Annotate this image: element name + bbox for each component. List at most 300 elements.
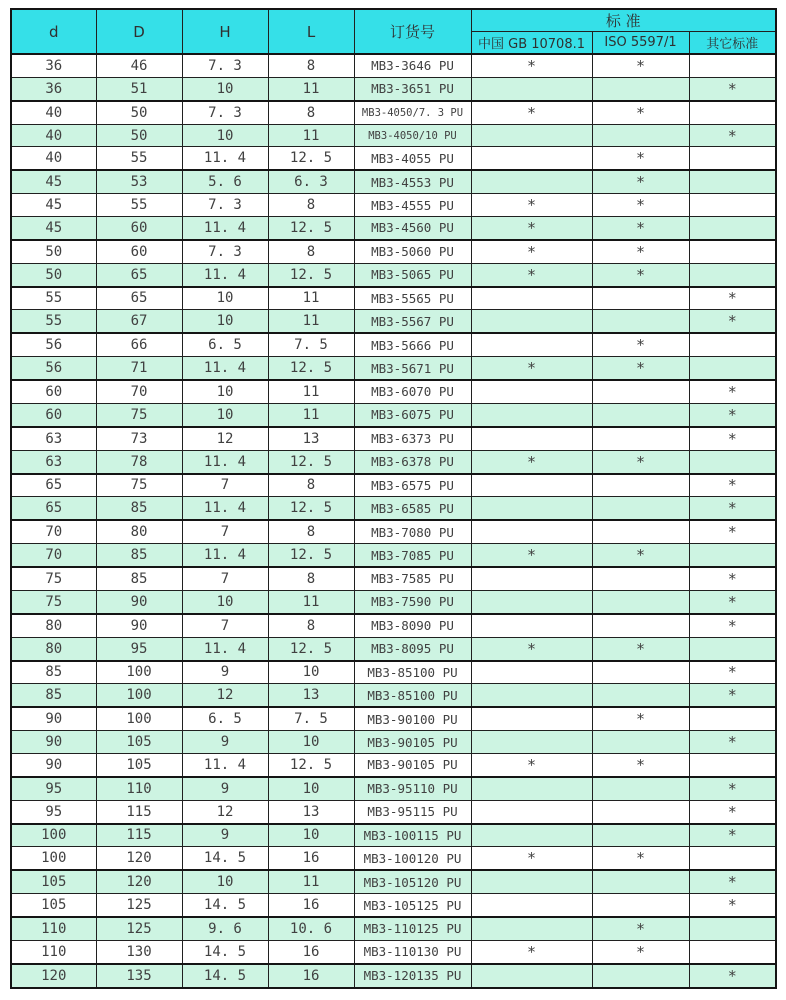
- cell-order-number: MB3-110130 PU: [354, 940, 471, 963]
- cell-standard-other: [689, 333, 776, 356]
- col-header-D: D: [96, 9, 182, 54]
- cell-standard-other: *: [689, 824, 776, 847]
- cell-standard-other: *: [689, 800, 776, 823]
- table-row: [11, 450, 776, 473]
- cell-D: 120: [96, 847, 182, 870]
- cell-d: 90: [11, 753, 96, 776]
- cell-H: 10: [182, 77, 268, 100]
- cell-standard-other: [689, 847, 776, 870]
- cell-D: 60: [96, 216, 182, 239]
- cell-H: 12: [182, 800, 268, 823]
- cell-standard-other: [689, 240, 776, 263]
- cell-H: 6. 5: [182, 333, 268, 356]
- cell-D: 50: [96, 124, 182, 147]
- cell-H: 7: [182, 474, 268, 497]
- cell-L: 11: [268, 77, 354, 100]
- seal-dimension-table: [10, 8, 777, 989]
- cell-standard-iso: *: [592, 240, 689, 263]
- cell-order-number: MB3-4560 PU: [354, 216, 471, 239]
- cell-standard-iso: *: [592, 216, 689, 239]
- cell-L: 11: [268, 380, 354, 403]
- cell-standard-iso: [592, 684, 689, 707]
- cell-d: 56: [11, 333, 96, 356]
- cell-d: 95: [11, 777, 96, 800]
- cell-standard-other: [689, 450, 776, 473]
- cell-H: 10: [182, 590, 268, 613]
- cell-order-number: MB3-100120 PU: [354, 847, 471, 870]
- cell-standard-iso: [592, 964, 689, 988]
- cell-L: 10. 6: [268, 917, 354, 940]
- cell-standard-gb: [471, 731, 592, 754]
- cell-order-number: MB3-8095 PU: [354, 637, 471, 660]
- cell-standard-gb: [471, 964, 592, 988]
- cell-standard-iso: [592, 567, 689, 590]
- cell-order-number: MB3-5065 PU: [354, 263, 471, 286]
- cell-H: 10: [182, 287, 268, 310]
- cell-d: 80: [11, 637, 96, 660]
- cell-H: 7. 3: [182, 240, 268, 263]
- cell-standard-iso: *: [592, 194, 689, 217]
- cell-D: 130: [96, 940, 182, 963]
- cell-order-number: MB3-95115 PU: [354, 800, 471, 823]
- cell-d: 65: [11, 474, 96, 497]
- cell-D: 51: [96, 77, 182, 100]
- cell-standard-gb: [471, 590, 592, 613]
- cell-D: 80: [96, 520, 182, 543]
- cell-standard-other: *: [689, 497, 776, 520]
- cell-order-number: MB3-6585 PU: [354, 497, 471, 520]
- cell-standard-iso: *: [592, 917, 689, 940]
- cell-standard-other: [689, 940, 776, 963]
- cell-standard-gb: [471, 403, 592, 426]
- cell-standard-iso: [592, 777, 689, 800]
- table-row: [11, 567, 776, 590]
- cell-standard-other: *: [689, 380, 776, 403]
- cell-H: 10: [182, 380, 268, 403]
- table-row: [11, 707, 776, 730]
- cell-L: 10: [268, 777, 354, 800]
- cell-d: 40: [11, 124, 96, 147]
- cell-L: 16: [268, 940, 354, 963]
- cell-D: 115: [96, 800, 182, 823]
- cell-d: 40: [11, 101, 96, 124]
- cell-d: 100: [11, 824, 96, 847]
- cell-D: 100: [96, 684, 182, 707]
- cell-L: 12. 5: [268, 216, 354, 239]
- cell-standard-other: [689, 544, 776, 567]
- cell-standard-gb: [471, 124, 592, 147]
- cell-H: 14. 5: [182, 847, 268, 870]
- cell-L: 12. 5: [268, 497, 354, 520]
- cell-standard-gb: [471, 497, 592, 520]
- cell-standard-iso: [592, 497, 689, 520]
- cell-standard-gb: *: [471, 194, 592, 217]
- cell-standard-gb: *: [471, 240, 592, 263]
- cell-H: 7. 3: [182, 54, 268, 77]
- cell-standard-iso: *: [592, 357, 689, 380]
- cell-H: 14. 5: [182, 940, 268, 963]
- cell-order-number: MB3-85100 PU: [354, 661, 471, 684]
- cell-standard-gb: [471, 684, 592, 707]
- cell-order-number: MB3-7590 PU: [354, 590, 471, 613]
- cell-H: 7. 3: [182, 101, 268, 124]
- cell-standard-gb: [471, 287, 592, 310]
- cell-d: 50: [11, 240, 96, 263]
- cell-standard-gb: [471, 894, 592, 917]
- table-row: [11, 847, 776, 870]
- cell-D: 73: [96, 427, 182, 450]
- cell-D: 65: [96, 287, 182, 310]
- cell-d: 120: [11, 964, 96, 988]
- cell-standard-iso: [592, 661, 689, 684]
- cell-H: 6. 5: [182, 707, 268, 730]
- cell-L: 12. 5: [268, 357, 354, 380]
- cell-standard-other: [689, 707, 776, 730]
- cell-D: 53: [96, 170, 182, 193]
- table-row: [11, 520, 776, 543]
- table-row: [11, 637, 776, 660]
- cell-standard-other: [689, 637, 776, 660]
- cell-d: 50: [11, 263, 96, 286]
- cell-order-number: MB3-90105 PU: [354, 731, 471, 754]
- cell-standard-iso: *: [592, 544, 689, 567]
- cell-order-number: MB3-7085 PU: [354, 544, 471, 567]
- table-row: [11, 240, 776, 263]
- cell-standard-gb: [471, 77, 592, 100]
- cell-D: 105: [96, 731, 182, 754]
- cell-standard-iso: *: [592, 847, 689, 870]
- table-row: [11, 216, 776, 239]
- cell-standard-gb: [471, 474, 592, 497]
- cell-standard-iso: [592, 77, 689, 100]
- cell-standard-gb: *: [471, 637, 592, 660]
- cell-H: 10: [182, 124, 268, 147]
- cell-standard-gb: *: [471, 450, 592, 473]
- cell-d: 100: [11, 847, 96, 870]
- cell-d: 80: [11, 614, 96, 637]
- cell-H: 11. 4: [182, 147, 268, 170]
- table-row: [11, 194, 776, 217]
- cell-standard-gb: [471, 614, 592, 637]
- cell-standard-iso: *: [592, 54, 689, 77]
- cell-standard-iso: *: [592, 637, 689, 660]
- cell-L: 6. 3: [268, 170, 354, 193]
- cell-order-number: MB3-5060 PU: [354, 240, 471, 263]
- cell-H: 11. 4: [182, 497, 268, 520]
- cell-L: 11: [268, 124, 354, 147]
- cell-standard-gb: [471, 917, 592, 940]
- cell-standard-gb: *: [471, 216, 592, 239]
- cell-d: 65: [11, 497, 96, 520]
- col-header-H: H: [182, 9, 268, 54]
- cell-H: 12: [182, 684, 268, 707]
- cell-H: 11. 4: [182, 450, 268, 473]
- table-body: [11, 54, 776, 988]
- cell-D: 60: [96, 240, 182, 263]
- cell-standard-gb: *: [471, 940, 592, 963]
- cell-L: 8: [268, 614, 354, 637]
- table-header: [11, 9, 776, 54]
- cell-H: 9: [182, 731, 268, 754]
- cell-standard-gb: [471, 661, 592, 684]
- cell-L: 11: [268, 590, 354, 613]
- cell-standard-iso: *: [592, 101, 689, 124]
- cell-D: 50: [96, 101, 182, 124]
- cell-L: 8: [268, 194, 354, 217]
- cell-d: 45: [11, 216, 96, 239]
- cell-standard-other: *: [689, 287, 776, 310]
- cell-standard-gb: *: [471, 263, 592, 286]
- cell-standard-gb: [471, 520, 592, 543]
- cell-D: 55: [96, 194, 182, 217]
- cell-d: 55: [11, 310, 96, 333]
- cell-standard-iso: [592, 870, 689, 893]
- cell-H: 11. 4: [182, 263, 268, 286]
- cell-D: 90: [96, 614, 182, 637]
- cell-L: 11: [268, 287, 354, 310]
- cell-H: 11. 4: [182, 637, 268, 660]
- cell-d: 55: [11, 287, 96, 310]
- cell-order-number: MB3-6373 PU: [354, 427, 471, 450]
- cell-D: 78: [96, 450, 182, 473]
- table-row: [11, 403, 776, 426]
- cell-H: 9. 6: [182, 917, 268, 940]
- cell-H: 9: [182, 661, 268, 684]
- cell-standard-other: *: [689, 964, 776, 988]
- cell-standard-other: *: [689, 567, 776, 590]
- cell-H: 9: [182, 777, 268, 800]
- cell-standard-gb: [471, 870, 592, 893]
- cell-d: 70: [11, 544, 96, 567]
- col-header-standard: 标 准: [471, 9, 776, 32]
- cell-standard-iso: [592, 590, 689, 613]
- cell-standard-gb: [471, 800, 592, 823]
- cell-L: 7. 5: [268, 333, 354, 356]
- cell-standard-gb: [471, 170, 592, 193]
- table-row: [11, 101, 776, 124]
- cell-standard-other: [689, 216, 776, 239]
- cell-standard-gb: *: [471, 847, 592, 870]
- cell-D: 110: [96, 777, 182, 800]
- cell-standard-gb: *: [471, 101, 592, 124]
- table-row: [11, 917, 776, 940]
- col-header-iso: ISO 5597/1: [592, 32, 689, 55]
- cell-H: 10: [182, 870, 268, 893]
- cell-D: 75: [96, 474, 182, 497]
- cell-d: 45: [11, 170, 96, 193]
- cell-H: 7. 3: [182, 194, 268, 217]
- cell-H: 11. 4: [182, 357, 268, 380]
- cell-standard-gb: [471, 567, 592, 590]
- cell-L: 12. 5: [268, 637, 354, 660]
- cell-order-number: MB3-85100 PU: [354, 684, 471, 707]
- cell-H: 7: [182, 614, 268, 637]
- cell-standard-gb: [471, 824, 592, 847]
- table-row: [11, 590, 776, 613]
- cell-order-number: MB3-3646 PU: [354, 54, 471, 77]
- cell-standard-iso: [592, 403, 689, 426]
- cell-D: 115: [96, 824, 182, 847]
- table-row: [11, 170, 776, 193]
- cell-standard-gb: *: [471, 753, 592, 776]
- cell-order-number: MB3-5666 PU: [354, 333, 471, 356]
- cell-standard-iso: *: [592, 147, 689, 170]
- cell-L: 12. 5: [268, 753, 354, 776]
- table-row: [11, 357, 776, 380]
- cell-order-number: MB3-8090 PU: [354, 614, 471, 637]
- cell-standard-gb: [471, 333, 592, 356]
- cell-D: 135: [96, 964, 182, 988]
- cell-standard-iso: [592, 894, 689, 917]
- cell-L: 10: [268, 661, 354, 684]
- cell-L: 8: [268, 567, 354, 590]
- cell-D: 70: [96, 380, 182, 403]
- cell-d: 40: [11, 147, 96, 170]
- cell-standard-other: *: [689, 894, 776, 917]
- cell-order-number: MB3-6075 PU: [354, 403, 471, 426]
- cell-H: 11. 4: [182, 216, 268, 239]
- table-row: [11, 497, 776, 520]
- cell-L: 10: [268, 824, 354, 847]
- cell-standard-other: [689, 753, 776, 776]
- cell-d: 75: [11, 567, 96, 590]
- cell-D: 65: [96, 263, 182, 286]
- cell-standard-other: [689, 170, 776, 193]
- col-header-order-number: 订货号: [354, 9, 471, 54]
- cell-L: 7. 5: [268, 707, 354, 730]
- cell-d: 60: [11, 380, 96, 403]
- cell-D: 105: [96, 753, 182, 776]
- cell-order-number: MB3-4553 PU: [354, 170, 471, 193]
- cell-standard-gb: [471, 427, 592, 450]
- cell-L: 13: [268, 427, 354, 450]
- table-row: [11, 661, 776, 684]
- cell-d: 90: [11, 731, 96, 754]
- cell-standard-iso: *: [592, 707, 689, 730]
- cell-L: 8: [268, 101, 354, 124]
- cell-standard-other: *: [689, 310, 776, 333]
- cell-order-number: MB3-6378 PU: [354, 450, 471, 473]
- cell-standard-iso: *: [592, 333, 689, 356]
- cell-standard-other: *: [689, 684, 776, 707]
- cell-standard-other: [689, 263, 776, 286]
- table-row: [11, 544, 776, 567]
- table-row: [11, 427, 776, 450]
- cell-d: 105: [11, 894, 96, 917]
- cell-order-number: MB3-100115 PU: [354, 824, 471, 847]
- table-row: [11, 684, 776, 707]
- cell-H: 12: [182, 427, 268, 450]
- cell-order-number: MB3-4555 PU: [354, 194, 471, 217]
- cell-standard-iso: [592, 380, 689, 403]
- cell-standard-other: [689, 54, 776, 77]
- cell-standard-other: [689, 917, 776, 940]
- cell-standard-iso: *: [592, 263, 689, 286]
- cell-standard-gb: [471, 777, 592, 800]
- cell-d: 90: [11, 707, 96, 730]
- table-row: [11, 870, 776, 893]
- cell-order-number: MB3-105125 PU: [354, 894, 471, 917]
- table-row: [11, 964, 776, 988]
- cell-H: 10: [182, 403, 268, 426]
- cell-standard-other: [689, 147, 776, 170]
- cell-order-number: MB3-4050/10 PU: [354, 124, 471, 147]
- cell-standard-iso: [592, 614, 689, 637]
- table-row: [11, 731, 776, 754]
- cell-standard-iso: *: [592, 450, 689, 473]
- table-row: [11, 287, 776, 310]
- cell-standard-iso: [592, 310, 689, 333]
- cell-D: 95: [96, 637, 182, 660]
- cell-L: 13: [268, 800, 354, 823]
- cell-standard-iso: [592, 287, 689, 310]
- cell-standard-other: *: [689, 731, 776, 754]
- table-row: [11, 753, 776, 776]
- cell-L: 16: [268, 964, 354, 988]
- cell-standard-other: [689, 101, 776, 124]
- cell-D: 100: [96, 707, 182, 730]
- table-row: [11, 800, 776, 823]
- cell-order-number: MB3-5671 PU: [354, 357, 471, 380]
- cell-order-number: MB3-105120 PU: [354, 870, 471, 893]
- cell-d: 110: [11, 940, 96, 963]
- table-row: [11, 147, 776, 170]
- cell-D: 66: [96, 333, 182, 356]
- col-header-d: d: [11, 9, 96, 54]
- cell-H: 11. 4: [182, 544, 268, 567]
- cell-H: 7: [182, 520, 268, 543]
- col-header-china-gb: 中国 GB 10708.1: [471, 32, 592, 55]
- cell-L: 11: [268, 310, 354, 333]
- cell-standard-gb: *: [471, 54, 592, 77]
- table-row: [11, 940, 776, 963]
- cell-d: 105: [11, 870, 96, 893]
- cell-L: 10: [268, 731, 354, 754]
- cell-D: 85: [96, 544, 182, 567]
- cell-standard-iso: [592, 427, 689, 450]
- cell-order-number: MB3-7080 PU: [354, 520, 471, 543]
- cell-standard-other: *: [689, 777, 776, 800]
- cell-D: 100: [96, 661, 182, 684]
- cell-D: 46: [96, 54, 182, 77]
- cell-H: 11. 4: [182, 753, 268, 776]
- cell-standard-gb: [471, 380, 592, 403]
- cell-standard-iso: [592, 474, 689, 497]
- cell-d: 110: [11, 917, 96, 940]
- cell-standard-gb: [471, 147, 592, 170]
- table-row: [11, 263, 776, 286]
- cell-L: 16: [268, 847, 354, 870]
- cell-d: 75: [11, 590, 96, 613]
- cell-L: 11: [268, 403, 354, 426]
- table-row: [11, 824, 776, 847]
- col-header-other-standard: 其它标准: [689, 32, 776, 55]
- cell-L: 11: [268, 870, 354, 893]
- table-row: [11, 380, 776, 403]
- cell-d: 63: [11, 427, 96, 450]
- cell-standard-other: *: [689, 427, 776, 450]
- cell-L: 8: [268, 474, 354, 497]
- cell-L: 8: [268, 240, 354, 263]
- cell-standard-iso: *: [592, 940, 689, 963]
- cell-standard-other: *: [689, 614, 776, 637]
- cell-d: 36: [11, 77, 96, 100]
- cell-H: 14. 5: [182, 894, 268, 917]
- cell-D: 85: [96, 567, 182, 590]
- cell-d: 56: [11, 357, 96, 380]
- cell-standard-other: *: [689, 661, 776, 684]
- cell-d: 36: [11, 54, 96, 77]
